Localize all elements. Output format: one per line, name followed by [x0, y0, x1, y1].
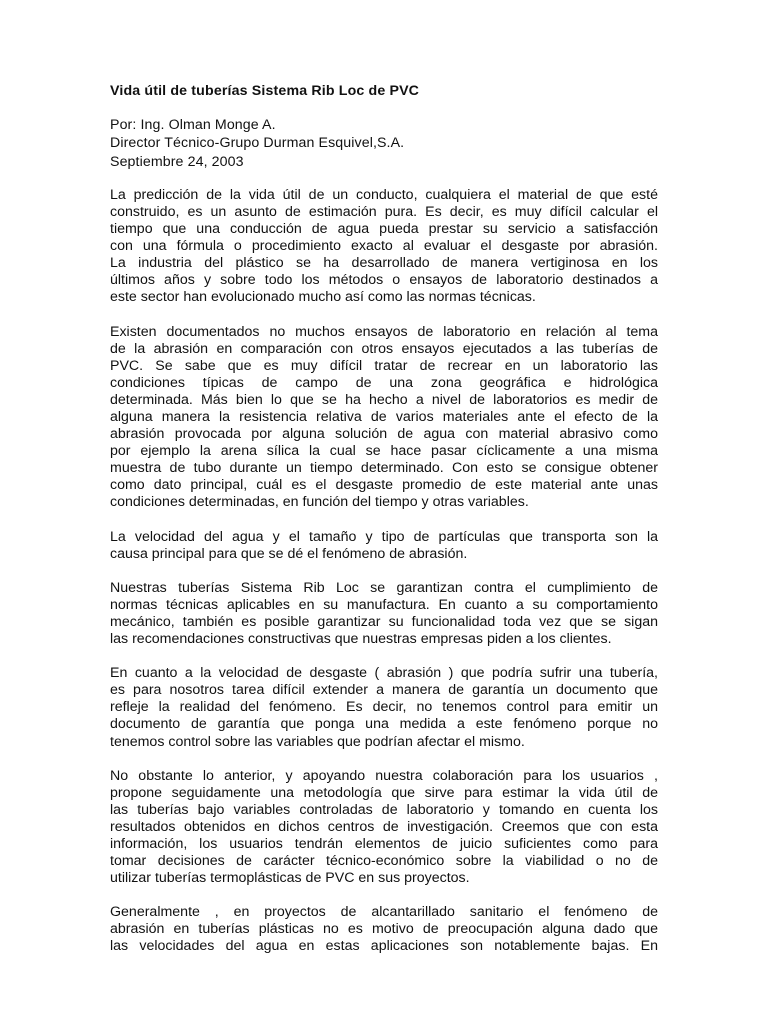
paragraph: [110, 665, 658, 750]
text-line: En cuanto a la velocidad de desgaste ( abrasión ) que podría sufrir una tubería,: [110, 665, 658, 682]
text-line: con una fórmula o procedimiento exacto al evaluar el desgaste por abrasión.: [110, 238, 658, 255]
text-line: las velocidades del agua en estas aplicaciones son notablemente bajas. En: [110, 938, 658, 955]
text-line: utilizar tuberías termoplásticas de PVC en sus proyectos.: [110, 870, 470, 887]
text-line: PVC. Se sabe que es muy difícil tratar de recrear en un laboratorio las: [110, 357, 658, 374]
author-block: [110, 116, 658, 171]
paragraph: [110, 904, 658, 955]
text-line: es para nosotros tarea difícil extender a manera de garantía un documento que: [110, 682, 658, 699]
text-line: información, los usuarios tendrán elementos de juicio suficientes como para: [110, 835, 658, 852]
text-line: mecánico, también es posible garantizar su funcionalidad toda vez que se sigan: [110, 613, 658, 630]
text-line: propone seguidamente una metodología que sirve para estimar la vida útil de: [110, 784, 658, 801]
text-line: últimos años y sobre todo los métodos o ensayos de laboratorio destinados a: [110, 272, 658, 289]
text-line: La velocidad del agua y el tamaño y tipo de partículas que transporta son la: [110, 528, 658, 545]
document-date: Septiembre 24, 2003: [110, 153, 244, 170]
text-line: alguna manera la resistencia relativa de varios materiales ante el efecto de la: [110, 409, 658, 426]
paragraph: [110, 324, 658, 512]
author-role-line: Director Técnico-Grupo Durman Esquivel,S.A.: [110, 135, 405, 152]
text-line: No obstante lo anterior, y apoyando nuestra colaboración para los usuarios ,: [110, 767, 658, 784]
document-title: Vida útil de tuberías Sistema Rib Loc de PVC: [110, 83, 420, 99]
paragraph: [110, 580, 658, 648]
text-line: las recomendaciones constructivas que nuestras empresas piden a los clientes.: [110, 631, 612, 648]
text-line: Generalmente , en proyectos de alcantarillado sanitario el fenómeno de: [110, 904, 658, 921]
text-line: por ejemplo la arena sílica la cual se hace pasar cíclicamente a una misma: [110, 443, 658, 460]
text-line: las tuberías bajo variables controladas de laboratorio y tomando en cuenta los: [110, 801, 658, 818]
text-line: abrasión en tuberías plásticas no es motivo de preocupación alguna dado que: [110, 921, 658, 938]
text-line: este sector han evolucionado mucho así como las normas técnicas.: [110, 289, 536, 306]
text-line: tomar decisiones de carácter técnico-económico sobre la viabilidad o no de: [110, 853, 658, 870]
text-line: como dato principal, cuál es el desgaste promedio de este material ante unas: [110, 477, 658, 494]
paragraph: [110, 768, 658, 888]
body-text: [110, 187, 658, 956]
text-line: La industria del plástico se ha desarrollado de manera vertiginosa en los: [110, 255, 658, 272]
text-line: normas técnicas aplicables en su manufactura. En cuanto a su comportamiento: [110, 596, 658, 613]
text-line: condiciones típicas de campo de una zona geográfica e hidrológica: [110, 374, 658, 391]
text-line: Nuestras tuberías Sistema Rib Loc se garantizan contra el cumplimiento de: [110, 579, 658, 596]
text-line: causa principal para que se dé el fenómeno de abrasión.: [110, 545, 468, 562]
text-line: construido, es un asunto de estimación pura. Es decir, es muy difícil calcular el: [110, 203, 658, 220]
text-line: tiempo que una conducción de agua pueda prestar su servicio a satisfacción: [110, 221, 658, 238]
text-line: abrasión provocada por alguna solución de agua con material abrasivo como: [110, 426, 658, 443]
text-line: La predicción de la vida útil de un conducto, cualquiera el material de que esté: [110, 186, 658, 203]
text-line: tenemos control sobre las variables que podrían afectar el mismo.: [110, 733, 525, 750]
text-line: muestra de tubo durante un tiempo determinado. Con esto se consigue obtener: [110, 460, 658, 477]
text-line: condiciones determinadas, en función del tiempo y otras variables.: [110, 494, 529, 511]
paragraph: [110, 529, 658, 563]
text-line: Existen documentados no muchos ensayos de laboratorio en relación al tema: [110, 323, 658, 340]
text-line: documento de garantía que ponga una medida a este fenómeno porque no: [110, 716, 658, 733]
text-line: resultados obtenidos en dichos centros de investigación. Creemos que con esta: [110, 818, 658, 835]
text-line: refleje la realidad del fenómeno. Es decir, no tenemos control para emitir un: [110, 699, 658, 716]
text-line: de la abrasión en comparación con otros ensayos ejecutados a las tuberías de: [110, 340, 658, 357]
paragraph: [110, 187, 658, 307]
text-line: determinada. Más bien lo que se ha hecho a nivel de laboratorios es medir de: [110, 391, 658, 408]
author-line: Por: Ing. Olman Monge A.: [110, 117, 276, 133]
